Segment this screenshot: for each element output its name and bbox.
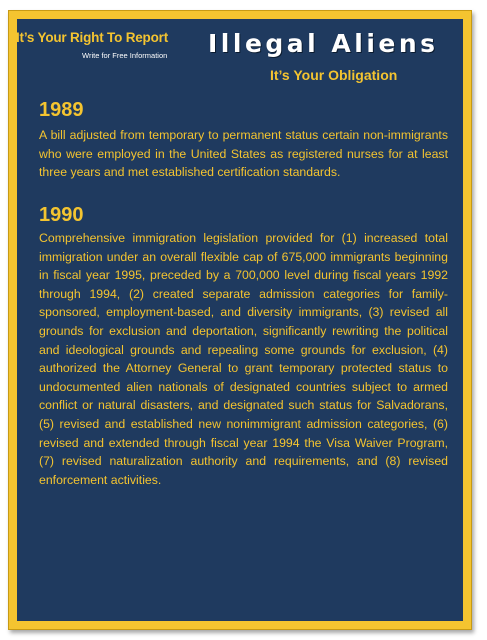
obligation-heading: It’s Your Obligation xyxy=(270,67,398,83)
page-title: Illegal Aliens xyxy=(208,29,439,58)
entry-text-1990: Comprehensive immigration legislation provided for (1) increased total immigration under an overall flexible cap of 675,000 immigrants beginning in fiscal year 1995, preceded by a 700,000 level during fiscal years 1992 through 1994, (2) created separate admission categories for family-sponsored, employment-based, and diversity immigrants, (3) revised all grounds for exclusion and deportation, significantly rewriting the political and ideological grounds and repealing some grounds for exclusion, (4) authorized the Attorney General to grant temporary protected status to undocumented alien nationals of designated countries subject to armed conflict or natural disasters, and designated such status for Salvadorans, (5) revised and established new nonimmigrant admission categories, (6) revised and extended through fiscal year 1994 the Visa Waiver Program, (7) revised naturalization authority and requirements, and (8) revised enforcement activities. xyxy=(39,231,448,487)
free-information-note: Write for Free Information xyxy=(82,51,168,60)
year-heading-1990: 1990 xyxy=(39,204,84,226)
right-to-report-heading: It’s Your Right To Report xyxy=(16,30,168,45)
entry-text-1989: A bill adjusted from temporary to permanent status certain non-immigrants who were employed in the United States as registered nurses for at least three years and met established certification standards. xyxy=(39,128,448,180)
year-heading-1989: 1989 xyxy=(39,99,84,121)
